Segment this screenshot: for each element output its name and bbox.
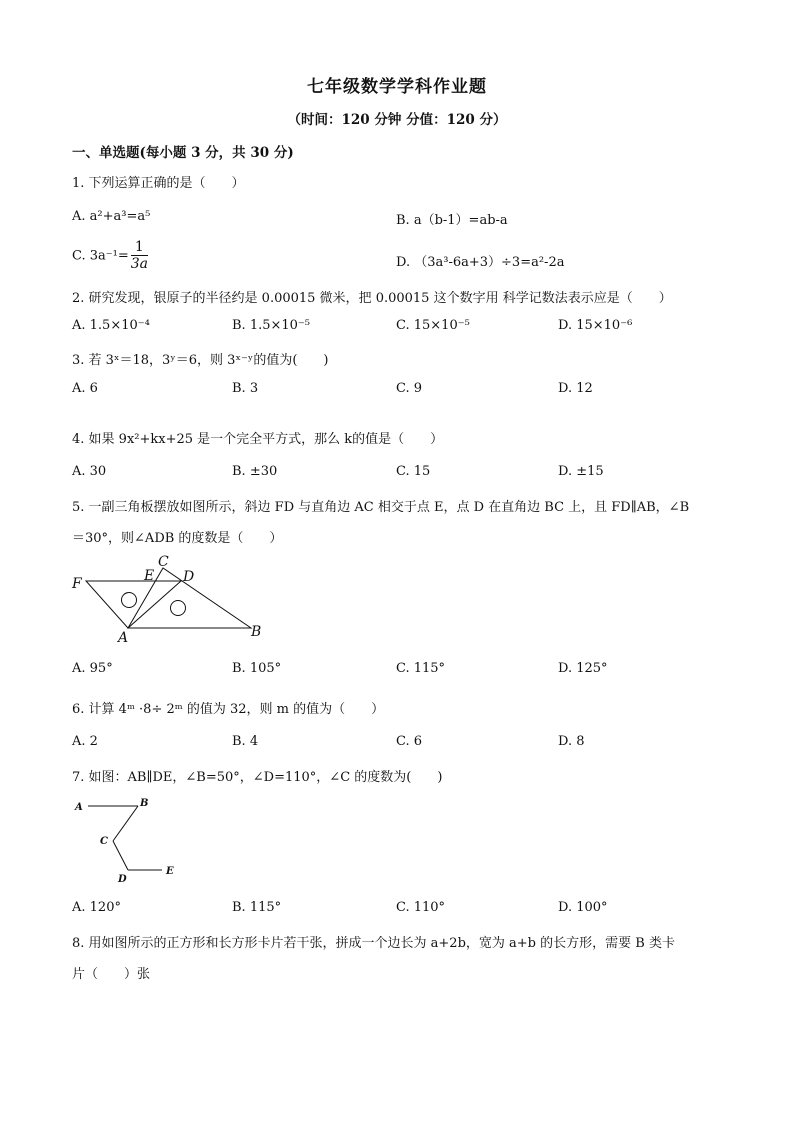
question-7-option-a: A. 120° [72, 900, 121, 915]
question-3-option-d: D. 12 [558, 381, 593, 396]
question-6-option-a: A. 2 [72, 734, 98, 749]
circle-mark [122, 593, 137, 608]
question-2-option-a: A. 1.5×10⁻⁴ [72, 318, 150, 333]
question-5-stem-line1: 5. 一副三角板摆放如图所示，斜边 FD 与直角边 AC 相交于点 E，点 D 在直角边 BC 上，且 FD∥AB，∠B [72, 500, 690, 515]
triangle-afd [86, 581, 181, 628]
question-3-option-b: B. 3 [232, 381, 259, 396]
question-1-option-a: A. a²+a³=a⁵ [72, 209, 151, 224]
question-7-option-c: C. 110° [396, 900, 446, 915]
question-3-stem: 3. 若 3ˣ＝18，3ʸ＝6，则 3ˣ⁻ʸ的值为( ) [72, 353, 329, 368]
question-8-stem-line1: 8. 用如图所示的正方形和长方形卡片若干张，拼成一个边长为 a+2b，宽为 a+b 的长方形，需要 B 类卡 [72, 936, 675, 951]
label-c: C [100, 836, 108, 847]
question-1-option-b: B. a（b-1）=ab-a [396, 213, 508, 228]
label-f: F [72, 576, 82, 592]
question-6-option-c: C. 6 [396, 734, 423, 749]
label-b: B [251, 624, 262, 640]
question-2-stem: 2. 研究发现，银原子的半径约是 0.00015 微米，把 0.00015 这个数字用 科学记数法表示应是（ ） [72, 291, 672, 306]
question-1-stem: 1. 下列运算正确的是（ ） [72, 176, 245, 191]
circle-mark [171, 601, 186, 616]
question-6-option-b: B. 4 [232, 734, 259, 749]
question-1-option-c [72, 240, 148, 272]
question-5-option-b: B. 105° [232, 661, 282, 676]
question-4-option-a: A. 30 [72, 464, 107, 479]
exam-info: （时间：120 分钟 分值：120 分） [287, 112, 507, 128]
segment-cd [113, 841, 128, 870]
parallel-lines-figure [66, 792, 186, 888]
label-a: A [118, 630, 129, 646]
question-4-option-c: C. 15 [396, 464, 431, 479]
question-5-stem-line2: ＝30°，则∠ADB 的度数是（ ） [72, 531, 283, 546]
question-2-option-c: C. 15×10⁻⁵ [396, 318, 470, 333]
question-7-stem: 7. 如图：AB∥DE，∠B=50°，∠D=110°，∠C 的度数为( ) [72, 770, 443, 785]
label-d: D [118, 874, 127, 885]
label-e: E [144, 568, 155, 584]
question-3-option-a: A. 6 [72, 381, 98, 396]
fraction [131, 240, 148, 272]
question-7-option-b: B. 115° [232, 900, 282, 915]
fraction-numerator: 1 [131, 240, 148, 256]
segment-bc [113, 806, 138, 841]
question-6-stem: 6. 计算 4ᵐ ·8÷ 2ᵐ 的值为 32，则 m 的值为（ ） [72, 702, 385, 717]
question-8-stem-line2: 片（ ）张 [72, 967, 151, 982]
question-5-option-d: D. 125° [558, 661, 608, 676]
label-b: B [140, 798, 149, 809]
question-2-option-d: D. 15×10⁻⁶ [558, 318, 633, 333]
question-5-option-c: C. 115° [396, 661, 446, 676]
question-6-option-d: D. 8 [558, 734, 585, 749]
question-3-option-c: C. 9 [396, 381, 423, 396]
question-1-option-d: D. （3a³-6a+3）÷3=a²-2a [396, 255, 565, 270]
question-7-option-d: D. 100° [558, 900, 608, 915]
question-4-option-b: B. ±30 [232, 464, 278, 479]
triangle-figure [66, 552, 276, 648]
fraction-denominator: 3a [130, 256, 149, 272]
label-d: D [183, 569, 195, 585]
question-4-stem: 4. 如果 9x²+kx+25 是一个完全平方式，那么 k的值是（ ） [72, 432, 444, 447]
question-1-option-c-prefix: C. 3a⁻¹= [72, 248, 129, 264]
page-title: 七年级数学学科作业题 [307, 77, 487, 97]
label-c: C [158, 554, 169, 570]
question-5-option-a: A. 95° [72, 661, 113, 676]
label-a: A [75, 802, 83, 813]
question-4-option-d: D. ±15 [558, 464, 604, 479]
section-heading: 一、单选题(每小题 3 分，共 30 分) [72, 145, 294, 161]
label-e: E [166, 866, 174, 877]
question-2-option-b: B. 1.5×10⁻⁵ [232, 318, 310, 333]
